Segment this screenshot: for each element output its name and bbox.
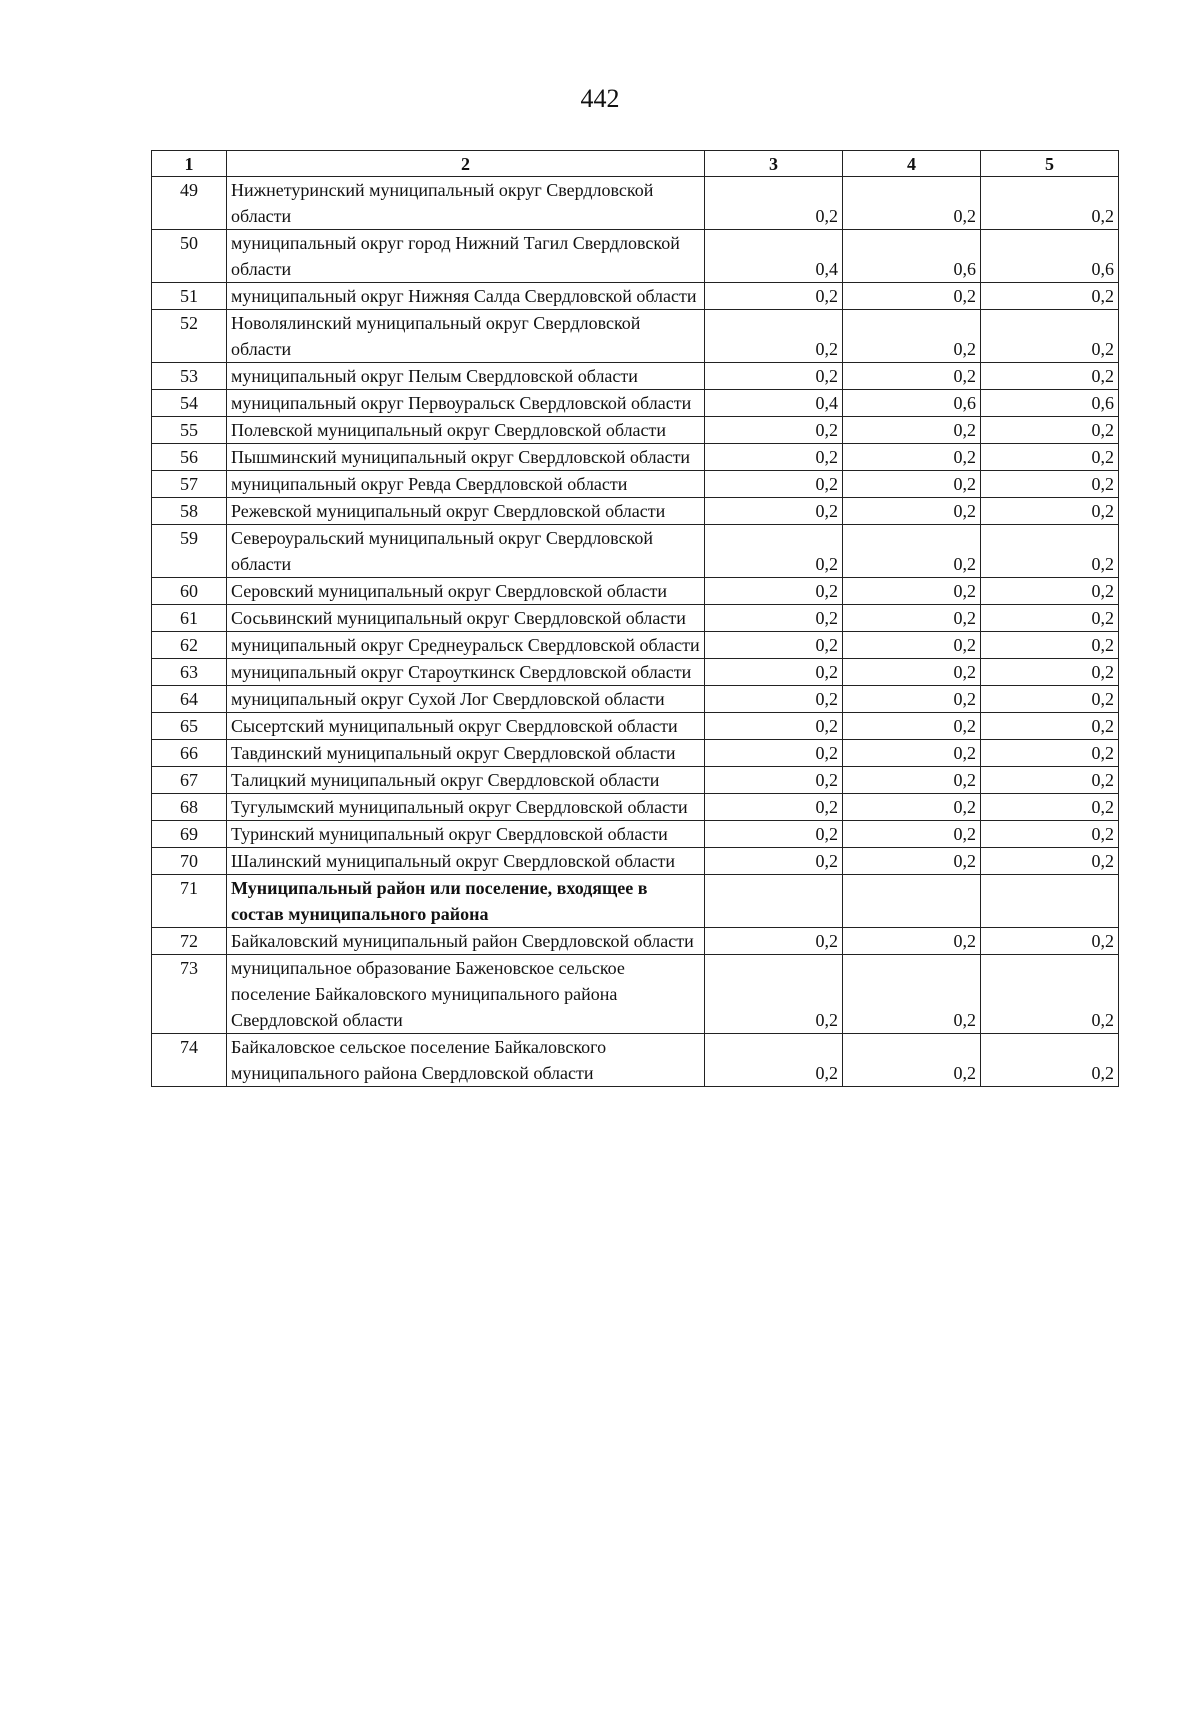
value-cell-col4: 0,2 [843, 498, 981, 525]
value-cell-col5: 0,2 [981, 955, 1119, 1034]
value-cell-col5: 0,2 [981, 363, 1119, 390]
row-number-cell: 59 [152, 525, 227, 578]
table-row [152, 767, 1119, 794]
table-row [152, 713, 1119, 740]
value-cell-col3: 0,2 [705, 310, 843, 363]
row-number-cell: 73 [152, 955, 227, 1034]
value-cell-col5: 0,2 [981, 525, 1119, 578]
table-row [152, 498, 1119, 525]
row-number-cell: 64 [152, 686, 227, 713]
table-row [152, 444, 1119, 471]
page-number: 442 [580, 84, 620, 113]
value-cell-col4: 0,2 [843, 767, 981, 794]
municipality-name-cell: Туринский муниципальный округ Свердловской области [227, 821, 705, 848]
table-row [152, 417, 1119, 444]
value-cell-col4: 0,2 [843, 444, 981, 471]
row-number-cell: 66 [152, 740, 227, 767]
value-cell-col5: 0,2 [981, 632, 1119, 659]
value-cell-col3: 0,2 [705, 363, 843, 390]
municipality-name-cell: Нижнетуринский муниципальный округ Свердловской области [227, 177, 705, 230]
table-row [152, 686, 1119, 713]
value-cell-col3: 0,2 [705, 632, 843, 659]
table-row [152, 1034, 1119, 1087]
table-row [152, 525, 1119, 578]
municipality-name-cell: Пышминский муниципальный округ Свердловской области [227, 444, 705, 471]
value-cell-col4: 0,2 [843, 955, 981, 1034]
value-cell-col4: 0,2 [843, 525, 981, 578]
municipality-name-cell: Серовский муниципальный округ Свердловской области [227, 578, 705, 605]
value-cell-col4: 0,2 [843, 471, 981, 498]
column-header-3: 3 [705, 151, 843, 177]
value-cell-col3: 0,2 [705, 928, 843, 955]
municipality-name-cell: муниципальный округ Пелым Свердловской области [227, 363, 705, 390]
table-body [152, 177, 1119, 1087]
value-cell-col4: 0,2 [843, 177, 981, 230]
row-number-cell: 52 [152, 310, 227, 363]
value-cell-col3: 0,2 [705, 686, 843, 713]
value-cell-col3: 0,2 [705, 525, 843, 578]
municipality-name-cell: муниципальный округ город Нижний Тагил Свердловской области [227, 230, 705, 283]
table-row [152, 848, 1119, 875]
row-number-cell: 72 [152, 928, 227, 955]
value-cell-col3: 0,2 [705, 578, 843, 605]
value-cell-col4: 0,2 [843, 713, 981, 740]
value-cell-col3: 0,2 [705, 444, 843, 471]
value-cell-col3: 0,2 [705, 955, 843, 1034]
value-cell-col3: 0,2 [705, 498, 843, 525]
column-header-2: 2 [227, 151, 705, 177]
municipality-name-cell: Сысертский муниципальный округ Свердловской области [227, 713, 705, 740]
table-row [152, 632, 1119, 659]
row-number-cell: 60 [152, 578, 227, 605]
value-cell-col5: 0,2 [981, 740, 1119, 767]
table-row [152, 283, 1119, 310]
row-number-cell: 69 [152, 821, 227, 848]
value-cell-col4: 0,6 [843, 390, 981, 417]
value-cell-col5: 0,2 [981, 794, 1119, 821]
value-cell-col3: 0,2 [705, 605, 843, 632]
row-number-cell: 65 [152, 713, 227, 740]
value-cell-col5: 0,2 [981, 578, 1119, 605]
municipality-name-cell: Режевской муниципальный округ Свердловской области [227, 498, 705, 525]
value-cell-col4: 0,2 [843, 283, 981, 310]
municipality-name-cell: Новолялинский муниципальный округ Свердловской области [227, 310, 705, 363]
table-row [152, 363, 1119, 390]
municipality-name-cell: Североуральский муниципальный округ Свердловской области [227, 525, 705, 578]
municipality-name-cell: Байкаловское сельское поселение Байкаловского муниципального района Свердловской области [227, 1034, 705, 1087]
row-number-cell: 71 [152, 875, 227, 928]
value-cell-col3: 0,4 [705, 230, 843, 283]
value-cell-col5: 0,2 [981, 767, 1119, 794]
value-cell-col4: 0,2 [843, 578, 981, 605]
value-cell-col5: 0,6 [981, 230, 1119, 283]
row-number-cell: 50 [152, 230, 227, 283]
value-cell-col5: 0,2 [981, 848, 1119, 875]
municipality-name-cell: Байкаловский муниципальный район Свердловской области [227, 928, 705, 955]
value-cell-col3: 0,2 [705, 740, 843, 767]
row-number-cell: 49 [152, 177, 227, 230]
value-cell-col4: 0,2 [843, 848, 981, 875]
municipality-name-cell: муниципальный округ Староуткинск Свердловской области [227, 659, 705, 686]
value-cell-col5: 0,2 [981, 177, 1119, 230]
value-cell-col4: 0,2 [843, 605, 981, 632]
row-number-cell: 67 [152, 767, 227, 794]
row-number-cell: 55 [152, 417, 227, 444]
value-cell-col3: 0,2 [705, 471, 843, 498]
table-row [152, 177, 1119, 230]
table-row [152, 471, 1119, 498]
municipality-name-cell: Сосьвинский муниципальный округ Свердловской области [227, 605, 705, 632]
table-row [152, 605, 1119, 632]
value-cell-col5: 0,2 [981, 444, 1119, 471]
table-row [152, 310, 1119, 363]
value-cell-col4: 0,2 [843, 821, 981, 848]
value-cell-col3: 0,4 [705, 390, 843, 417]
table-row [152, 955, 1119, 1034]
row-number-cell: 51 [152, 283, 227, 310]
row-number-cell: 70 [152, 848, 227, 875]
municipality-name-cell: Шалинский муниципальный округ Свердловской области [227, 848, 705, 875]
column-header-4: 4 [843, 151, 981, 177]
value-cell-col5: 0,6 [981, 390, 1119, 417]
value-cell-col4: 0,2 [843, 659, 981, 686]
value-cell-col5: 0,2 [981, 417, 1119, 444]
row-number-cell: 53 [152, 363, 227, 390]
row-number-cell: 62 [152, 632, 227, 659]
municipality-name-cell: Талицкий муниципальный округ Свердловской области [227, 767, 705, 794]
table-row [152, 230, 1119, 283]
value-cell-col4: 0,2 [843, 740, 981, 767]
table-row [152, 821, 1119, 848]
column-header-1: 1 [152, 151, 227, 177]
value-cell-col4: 0,2 [843, 1034, 981, 1087]
value-cell-col3: 0,2 [705, 767, 843, 794]
row-number-cell: 68 [152, 794, 227, 821]
table-row [152, 794, 1119, 821]
value-cell-col5: 0,2 [981, 821, 1119, 848]
value-cell-col3: 0,2 [705, 1034, 843, 1087]
value-cell-col4: 0,2 [843, 632, 981, 659]
data-table [151, 150, 1119, 1087]
value-cell-col3 [705, 875, 843, 928]
value-cell-col5: 0,2 [981, 283, 1119, 310]
value-cell-col3: 0,2 [705, 177, 843, 230]
value-cell-col3: 0,2 [705, 659, 843, 686]
municipality-name-cell: муниципальный округ Сухой Лог Свердловской области [227, 686, 705, 713]
municipality-name-cell: Тавдинский муниципальный округ Свердловской области [227, 740, 705, 767]
row-number-cell: 56 [152, 444, 227, 471]
table-row [152, 928, 1119, 955]
row-number-cell: 58 [152, 498, 227, 525]
municipality-name-cell: муниципальный округ Нижняя Салда Свердловской области [227, 283, 705, 310]
municipality-name-cell: муниципальный округ Среднеуральск Свердловской области [227, 632, 705, 659]
row-number-cell: 63 [152, 659, 227, 686]
value-cell-col3: 0,2 [705, 848, 843, 875]
value-cell-col3: 0,2 [705, 283, 843, 310]
header-row [152, 151, 1119, 177]
municipality-name-cell: Тугулымский муниципальный округ Свердловской области [227, 794, 705, 821]
value-cell-col4: 0,2 [843, 310, 981, 363]
value-cell-col5 [981, 875, 1119, 928]
value-cell-col3: 0,2 [705, 794, 843, 821]
value-cell-col4: 0,2 [843, 686, 981, 713]
value-cell-col5: 0,2 [981, 1034, 1119, 1087]
value-cell-col4 [843, 875, 981, 928]
value-cell-col5: 0,2 [981, 686, 1119, 713]
row-number-cell: 74 [152, 1034, 227, 1087]
municipality-name-cell: Муниципальный район или поселение, входящее в состав муниципального района [227, 875, 705, 928]
municipality-name-cell: муниципальный округ Ревда Свердловской области [227, 471, 705, 498]
row-number-cell: 61 [152, 605, 227, 632]
table-header [152, 151, 1119, 177]
municipality-name-cell: Полевской муниципальный округ Свердловской области [227, 417, 705, 444]
value-cell-col4: 0,2 [843, 794, 981, 821]
value-cell-col3: 0,2 [705, 417, 843, 444]
value-cell-col5: 0,2 [981, 713, 1119, 740]
value-cell-col4: 0,2 [843, 928, 981, 955]
table-row [152, 659, 1119, 686]
table-row [152, 740, 1119, 767]
value-cell-col4: 0,2 [843, 417, 981, 444]
municipality-name-cell: муниципальный округ Первоуральск Свердловской области [227, 390, 705, 417]
value-cell-col5: 0,2 [981, 659, 1119, 686]
value-cell-col5: 0,2 [981, 498, 1119, 525]
value-cell-col5: 0,2 [981, 605, 1119, 632]
row-number-cell: 57 [152, 471, 227, 498]
value-cell-col3: 0,2 [705, 821, 843, 848]
municipality-name-cell: муниципальное образование Баженовское сельское поселение Байкаловского муниципального района Свердловской области [227, 955, 705, 1034]
table-row [152, 578, 1119, 605]
value-cell-col4: 0,6 [843, 230, 981, 283]
table-row [152, 390, 1119, 417]
value-cell-col5: 0,2 [981, 310, 1119, 363]
value-cell-col3: 0,2 [705, 713, 843, 740]
column-header-5: 5 [981, 151, 1119, 177]
value-cell-col5: 0,2 [981, 471, 1119, 498]
value-cell-col4: 0,2 [843, 363, 981, 390]
value-cell-col5: 0,2 [981, 928, 1119, 955]
table-row [152, 875, 1119, 928]
row-number-cell: 54 [152, 390, 227, 417]
